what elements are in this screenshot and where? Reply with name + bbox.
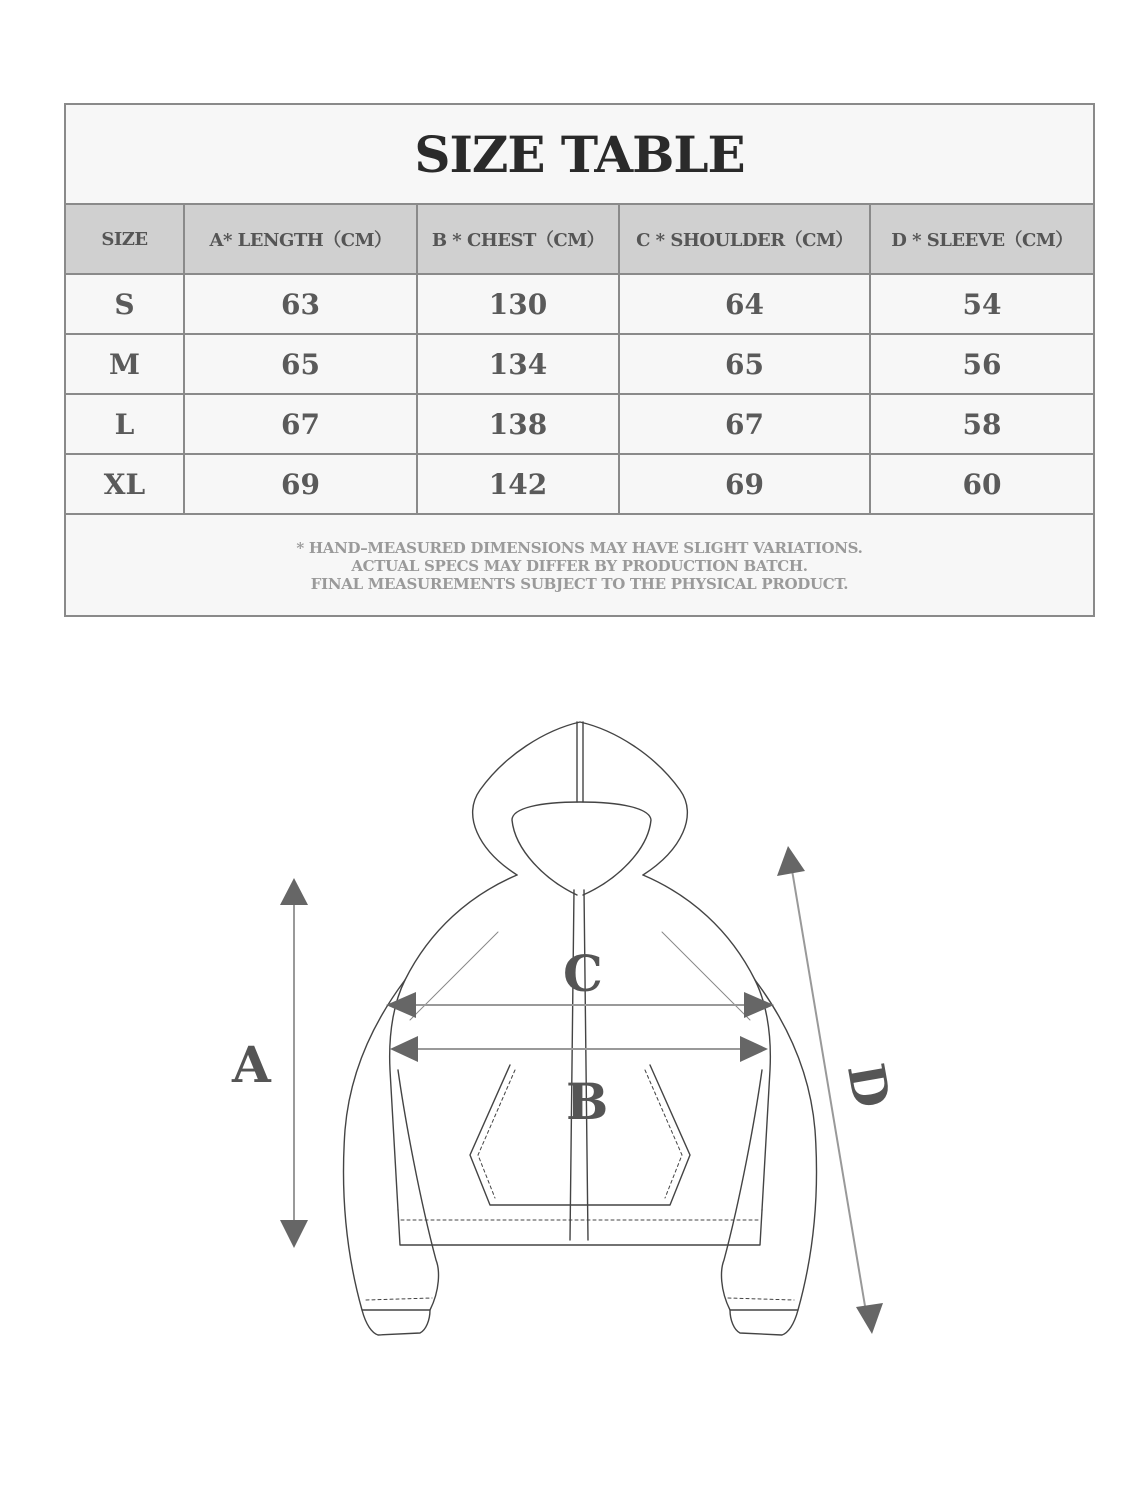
length-cell: 65 <box>184 334 417 394</box>
size-cell: S <box>66 274 184 334</box>
table-row <box>66 454 1093 514</box>
chest-arrow <box>390 1036 768 1062</box>
size-grid <box>66 205 1093 515</box>
chest-cell: 130 <box>417 274 619 334</box>
col-header-size: SIZE <box>66 205 184 274</box>
shoulder-cell: 65 <box>619 334 870 394</box>
size-table <box>64 103 1095 617</box>
col-header-shoulder: C * SHOULDER（CM） <box>619 205 870 274</box>
length-cell: 63 <box>184 274 417 334</box>
col-header-sleeve: D * SLEEVE（CM） <box>870 205 1093 274</box>
sleeve-cell: 54 <box>870 274 1093 334</box>
chest-cell: 142 <box>417 454 619 514</box>
size-cell: M <box>66 334 184 394</box>
sleeve-cell: 58 <box>870 394 1093 454</box>
length-cell: 69 <box>184 454 417 514</box>
hoodie-illustration <box>0 700 1148 1380</box>
label-b: B <box>566 1072 609 1131</box>
table-row <box>66 274 1093 334</box>
title-row <box>66 105 1093 205</box>
col-header-chest: B * CHEST（CM） <box>417 205 619 274</box>
size-cell: L <box>66 394 184 454</box>
measurement-note <box>66 515 1093 617</box>
table-row <box>66 334 1093 394</box>
chest-cell: 138 <box>417 394 619 454</box>
size-cell: XL <box>66 454 184 514</box>
shoulder-cell: 64 <box>619 274 870 334</box>
note-line: * HAND–MEASURED DIMENSIONS MAY HAVE SLIGHT VARIATIONS. <box>296 539 863 557</box>
note-line: FINAL MEASUREMENTS SUBJECT TO THE PHYSICAL PRODUCT. <box>310 575 849 593</box>
page-title: SIZE TABLE <box>414 124 745 184</box>
length-arrow <box>280 878 308 1248</box>
label-d: D <box>835 1059 902 1113</box>
chest-cell: 134 <box>417 334 619 394</box>
col-header-length: A* LENGTH（CM） <box>184 205 417 274</box>
label-a: A <box>232 1035 271 1094</box>
table-row <box>66 394 1093 454</box>
note-line: ACTUAL SPECS MAY DIFFER BY PRODUCTION BATCH. <box>351 557 808 575</box>
shoulder-cell: 69 <box>619 454 870 514</box>
hoodie-diagram <box>0 700 1148 1380</box>
shoulder-cell: 67 <box>619 394 870 454</box>
header-row <box>66 205 1093 274</box>
label-c: C <box>563 944 603 1003</box>
sleeve-cell: 60 <box>870 454 1093 514</box>
length-cell: 67 <box>184 394 417 454</box>
sleeve-cell: 56 <box>870 334 1093 394</box>
